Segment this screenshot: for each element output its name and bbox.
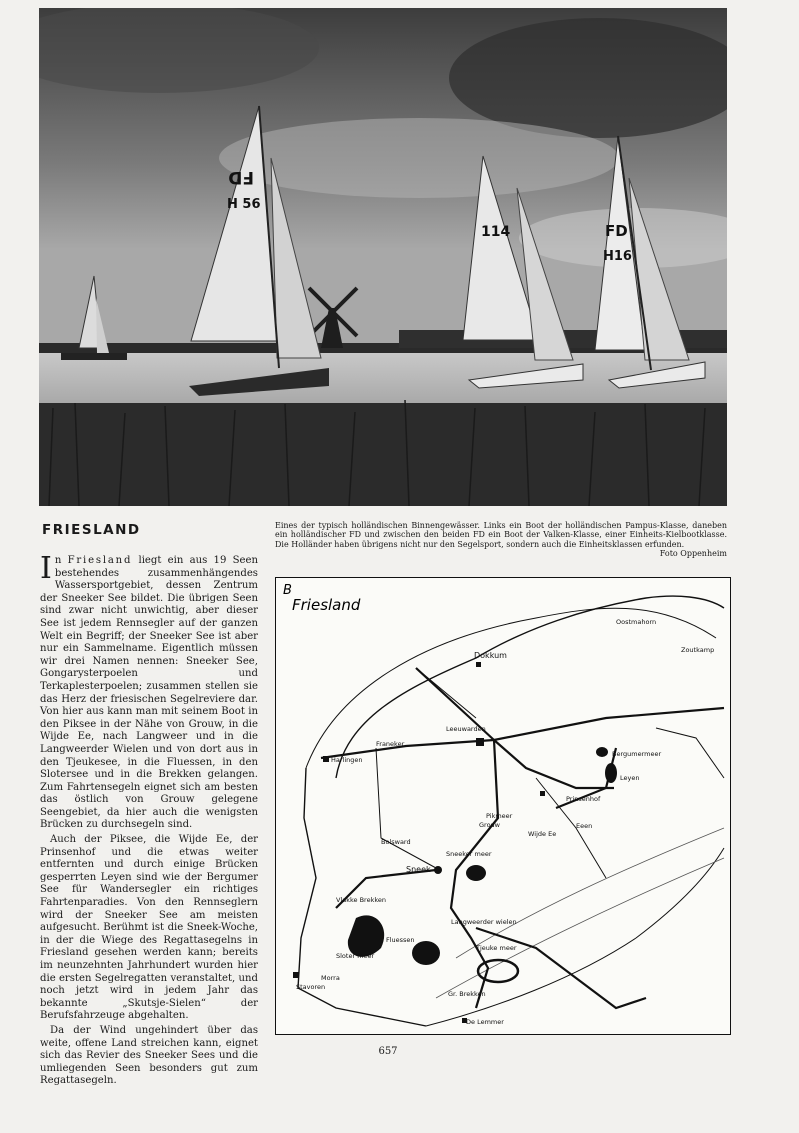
map-title: Friesland bbox=[292, 596, 361, 614]
label-morra: Morra bbox=[321, 974, 340, 982]
sail-number: H 56 bbox=[227, 197, 261, 212]
page-number: 657 bbox=[378, 1046, 398, 1057]
photo-caption bbox=[275, 521, 727, 558]
label-tjeuke-meer: Tjeuke meer bbox=[476, 944, 517, 952]
caption-text: Eines der typisch holländischen Binnengewässer. Links ein Boot der holländischen Pampus-Klasse, daneben ein holländischer FD und zwischen den beiden FD ein Boot der Valken-Klasse, einer Einheits-Kielbootklasse. Die Holländer haben übrigens nicht nur den Segelsport, sondern auch die Einheitsklassen erfunden. bbox=[275, 521, 727, 549]
canals bbox=[376, 668, 724, 878]
lake-sneekermeer bbox=[466, 865, 486, 881]
photo-credit: Foto Oppenheim bbox=[659, 548, 727, 558]
cloud bbox=[219, 118, 619, 198]
label-stavoren: Stavoren bbox=[296, 983, 326, 991]
friesland-map bbox=[275, 577, 731, 1035]
lake-leyen bbox=[605, 763, 617, 783]
label-de-lemmer: De Lemmer bbox=[466, 1018, 504, 1026]
label-franeker: Franeker bbox=[376, 740, 405, 748]
map-letter: B bbox=[283, 583, 292, 598]
label-leyen: Leyen bbox=[620, 774, 640, 782]
paragraph-2: Auch der Piksee, die Wijde Ee, der Prinsenhof und die etwas weiter entfernten und durch einige Brücken gesperrten Leyen sind wie der Bergumer See für Wandersegler ein richtiges Fahrtenparadies. Von den Rennseglern wird der Sneeker See am meisten aufgesucht. Berühmt ist die Sneek-Woche, in der die Wiege des Regattasegelns in Friesland gesehen werden kann; bereits im neunzehnten Jahrhundert wurden hier die ersten Segelregatten veranstaltet, und noch jetzt wird in jedem Jahr das bekannte „Skutsje-Sielen“ der Berufsfahrzeuge abgehalten. bbox=[40, 834, 258, 1022]
label-fluessen: Fluessen bbox=[386, 936, 415, 944]
label-harlingen: Harlingen bbox=[331, 756, 363, 764]
label-sloter-meer: Sloter meer bbox=[336, 952, 375, 960]
paragraph-3: Da der Wind ungehindert über das weite, offene Land streichen kann, eignet sich das Revier des Sneeker Sees und die umliegenden Seen besonders gut zum Regattasegeln. bbox=[40, 1024, 258, 1087]
label-leeuwarden: Leeuwarden bbox=[446, 725, 486, 733]
sail-number-mirrored: FD bbox=[228, 167, 254, 187]
sail-number: H16 bbox=[603, 249, 632, 264]
sailing-photo-graphic bbox=[39, 8, 727, 506]
label-grouw: Grouw bbox=[479, 821, 500, 829]
lake-bergumermeer bbox=[596, 747, 608, 757]
label-sneeker-meer: Sneeker meer bbox=[446, 850, 492, 858]
sail-number: 114 bbox=[481, 224, 511, 240]
label-vlakke-brekken: Vlakke Brekken bbox=[336, 896, 387, 904]
label-zoutkamp: Zoutkamp bbox=[681, 646, 715, 654]
label-bolsward: Bolsward bbox=[381, 838, 411, 846]
label-bergumermeer: Bergumermeer bbox=[612, 750, 662, 758]
label-dokkum: Dokkum bbox=[474, 651, 507, 660]
article-heading: FRIESLAND bbox=[42, 522, 141, 538]
article-body bbox=[40, 551, 258, 1090]
label-pikmeer: Pikmeer bbox=[486, 812, 513, 820]
label-eeen: Eeen bbox=[576, 822, 593, 830]
sailing-photo bbox=[39, 8, 727, 506]
label-langweerder-wielen: Langweerder wielen bbox=[451, 918, 517, 926]
north-coast bbox=[336, 596, 724, 778]
label-wijde-ee: Wijde Ee bbox=[528, 830, 557, 838]
label-oostmahorn: Oostmahorn bbox=[616, 618, 657, 626]
sail-number: FD bbox=[605, 222, 628, 240]
label-prinsenhof: Prinsenhof bbox=[566, 795, 601, 803]
paragraph-1: In Friesland liegt ein aus 19 Seen bestehendes zusammenhängendes Wassersportgebiet, dessen Zentrum der Sneeker See bildet. Die übrigen Seen sind zwar nicht unwichtig, aber dieser See ist jedem Rennsegler auf der ganzen Welt ein Begriff; der Sneeker See ist aber nur ein Sammelname. Eigentlich müssen wir drei Namen nennen: Sneeker See, Gongarysterpoelen und Terkaplesterpoelen; zusammen stellen sie das Herz der friesischen Segelreviere dar. Von hier aus kann man mit seinem Boot in den Piksee in der Nähe von Grouw, in die Wijde Ee, nach Langweer und in die Langweerder Wielen und von dort aus in den Tjeukesee, in die Fluessen, in den Slotersee und in die Brekken gelangen. Zum Fahrtensegeln eignet sich am besten das östlich von Grouw gelegene Seengebiet, da hier auch die wenigsten Brücken zu durchsegeln sind. bbox=[40, 551, 258, 831]
wadden-line bbox=[306, 608, 716, 768]
drop-cap: I bbox=[40, 551, 52, 586]
spaced-word: Friesland bbox=[67, 555, 133, 566]
map-graphic bbox=[276, 578, 730, 1034]
lake-fluessen bbox=[348, 915, 384, 957]
label-sneek: Sneek bbox=[406, 865, 431, 874]
label-gr-brekken: Gr. Brekken bbox=[448, 990, 486, 998]
towns bbox=[293, 662, 545, 1023]
province-border bbox=[456, 828, 724, 958]
lake-tjeukemeer bbox=[478, 960, 518, 982]
lake-slotermeer bbox=[412, 941, 440, 965]
reeds bbox=[39, 403, 727, 506]
